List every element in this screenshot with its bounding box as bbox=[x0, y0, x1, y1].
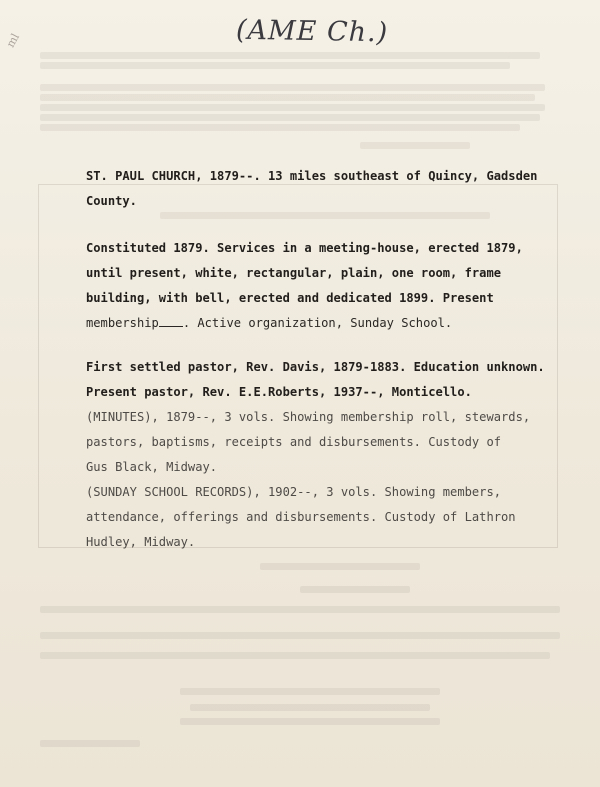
membership-line bbox=[86, 311, 586, 336]
records-line: attendance, offerings and disbursements. Custody of Lathron bbox=[86, 510, 516, 524]
entry-heading-line: County. bbox=[86, 194, 137, 208]
margin-pencil-mark: ml bbox=[3, 31, 22, 50]
history-line: Constituted 1879. Services in a meeting-house, erected 1879, bbox=[86, 241, 523, 255]
records-line: pastors, baptisms, receipts and disbursements. Custody of bbox=[86, 435, 502, 449]
records-line: Gus Black, Midway. bbox=[86, 460, 218, 474]
entry-heading-line: ST. PAUL CHURCH, 1879--. 13 miles southeast of Quincy, Gadsden bbox=[86, 169, 538, 183]
pastor-line: Present pastor, Rev. E.E.Roberts, 1937--, Monticello. bbox=[86, 385, 472, 399]
history-line: building, with bell, erected and dedicated 1899. Present bbox=[86, 291, 494, 305]
typed-entry bbox=[86, 164, 586, 555]
paragraph-gap bbox=[86, 214, 586, 236]
membership-label: membership bbox=[86, 316, 159, 330]
handwritten-annotation: (AME Ch.) bbox=[235, 14, 389, 49]
records-line: Hudley, Midway. bbox=[86, 535, 196, 549]
records-line: (SUNDAY SCHOOL RECORDS), 1902--, 3 vols. Showing members, bbox=[86, 485, 502, 499]
pastor-line: First settled pastor, Rev. Davis, 1879-1883. Education unknown. bbox=[86, 360, 545, 374]
membership-suffix: . Active organization, Sunday School. bbox=[182, 316, 453, 330]
records-line: (MINUTES), 1879--, 3 vols. Showing membership roll, stewards, bbox=[86, 410, 531, 424]
membership-blank bbox=[159, 315, 183, 327]
history-line: until present, white, rectangular, plain, one room, frame bbox=[86, 266, 502, 280]
paragraph-gap bbox=[86, 336, 586, 355]
